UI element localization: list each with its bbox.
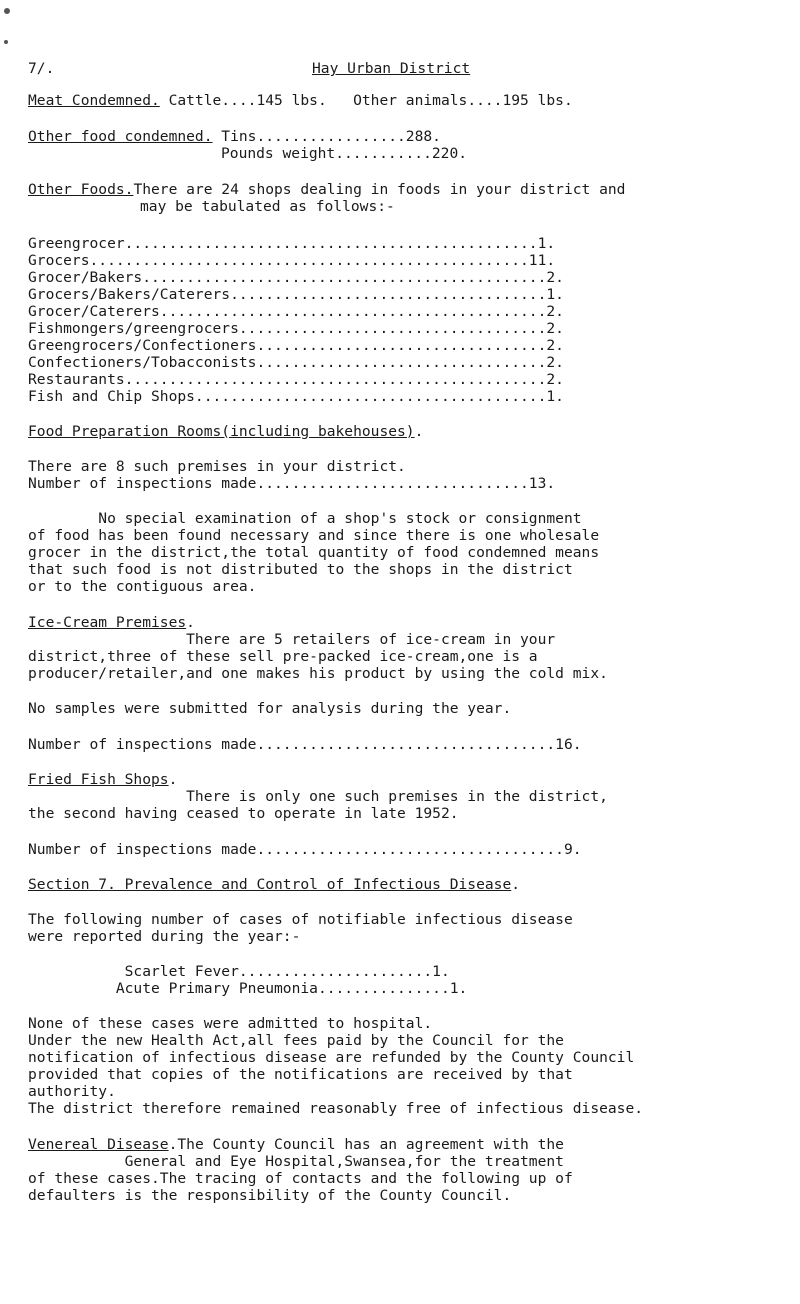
food-preparation-heading: Food Preparation Rooms(including bakehouses).	[28, 423, 424, 440]
punch-hole-mark	[4, 8, 10, 14]
paragraph-line: defaulters is the responsibility of the County Council.	[28, 1187, 512, 1204]
other-foods-label: Other Foods.	[28, 181, 134, 198]
paragraph-line: authority.	[28, 1083, 116, 1100]
other-foods-line-2: may be tabulated as follows:-	[140, 198, 395, 215]
other-foods-line-1	[28, 181, 625, 198]
shop-list-item: Confectioners/Tobacconists.................................2.	[28, 354, 564, 371]
paragraph-line: producer/retailer,and one makes his product by using the cold mix.	[28, 665, 608, 682]
paragraph-line: Number of inspections made...............................13.	[28, 475, 556, 492]
shop-list-item: Grocer/Caterers............................................2.	[28, 303, 564, 320]
shop-list-item: Fish and Chip Shops........................................1.	[28, 388, 564, 405]
disease-count-line: Acute Primary Pneumonia...............1.	[28, 980, 468, 997]
section-7-heading: Section 7. Prevalence and Control of Infectious Disease.	[28, 876, 521, 893]
other-food-label: Other food condemned.	[28, 128, 213, 145]
paragraph-line: that such food is not distributed to the shops in the district	[28, 561, 573, 578]
shop-list-item: Grocer/Bakers..............................................2.	[28, 269, 564, 286]
paragraph-line: The following number of cases of notifiable infectious disease	[28, 911, 573, 928]
shop-list-item: Greengrocers/Confectioners.................................2.	[28, 337, 564, 354]
shop-list-item: Greengrocer...............................................1.	[28, 235, 556, 252]
punch-hole-mark	[4, 40, 8, 44]
other-food-line-1	[28, 128, 441, 145]
page-number: 7/.	[28, 60, 55, 77]
meat-condemned-label: Meat Condemned.	[28, 92, 160, 109]
paragraph-line: There are 5 retailers of ice-cream in your	[28, 631, 556, 648]
meat-condemned-text: Cattle....145 lbs. Other animals....195 lbs.	[159, 92, 573, 109]
paragraph-line: The district therefore remained reasonably free of infectious disease.	[28, 1100, 644, 1117]
paragraph-line: Number of inspections made..................................16.	[28, 736, 582, 753]
venereal-disease-heading: Venereal Disease	[28, 1136, 169, 1153]
paragraph-line: No samples were submitted for analysis during the year.	[28, 700, 512, 717]
paragraph-line: of these cases.The tracing of contacts and the following up of	[28, 1170, 573, 1187]
other-food-pounds: Pounds weight...........220.	[221, 145, 468, 162]
paragraph-line: None of these cases were admitted to hospital.	[28, 1015, 433, 1032]
paragraph-line: district,three of these sell pre-packed ice-cream,one is a	[28, 648, 538, 665]
shop-list-item: Restaurants................................................2.	[28, 371, 564, 388]
ice-cream-heading: Ice-Cream Premises.	[28, 614, 195, 631]
paragraph-line: Under the new Health Act,all fees paid by the Council for the	[28, 1032, 564, 1049]
shop-list-item: Fishmongers/greengrocers...................................2.	[28, 320, 564, 337]
paragraph-line: There is only one such premises in the district,	[28, 788, 608, 805]
other-foods-text: There are 24 shops dealing in foods in your district and	[133, 181, 626, 198]
paragraph-line: No special examination of a shop's stock or consignment	[28, 510, 582, 527]
paragraph-line: provided that copies of the notifications are received by that	[28, 1066, 573, 1083]
other-food-tins: Tins.................288.	[212, 128, 441, 145]
venereal-disease-line: Venereal Disease.The County Council has an agreement with the	[28, 1136, 564, 1153]
paragraph-line: of food has been found necessary and since there is one wholesale	[28, 527, 600, 544]
meat-condemned-line	[28, 92, 573, 109]
paragraph-line: were reported during the year:-	[28, 928, 301, 945]
paragraph-line: notification of infectious disease are refunded by the County Council	[28, 1049, 635, 1066]
paragraph-line: General and Eye Hospital,Swansea,for the treatment	[28, 1153, 564, 1170]
page-title: Hay Urban District	[312, 60, 471, 77]
disease-count-line: Scarlet Fever......................1.	[28, 963, 450, 980]
paragraph-line: the second having ceased to operate in late 1952.	[28, 805, 459, 822]
shop-list-item: Grocers..................................................11.	[28, 252, 556, 269]
paragraph-line: There are 8 such premises in your district.	[28, 458, 406, 475]
paragraph-line: or to the contiguous area.	[28, 578, 257, 595]
shop-list-item: Grocers/Bakers/Caterers....................................1.	[28, 286, 564, 303]
fried-fish-heading: Fried Fish Shops.	[28, 771, 178, 788]
paragraph-line: Number of inspections made...................................9.	[28, 841, 582, 858]
paragraph-line: grocer in the district,the total quantity of food condemned means	[28, 544, 600, 561]
